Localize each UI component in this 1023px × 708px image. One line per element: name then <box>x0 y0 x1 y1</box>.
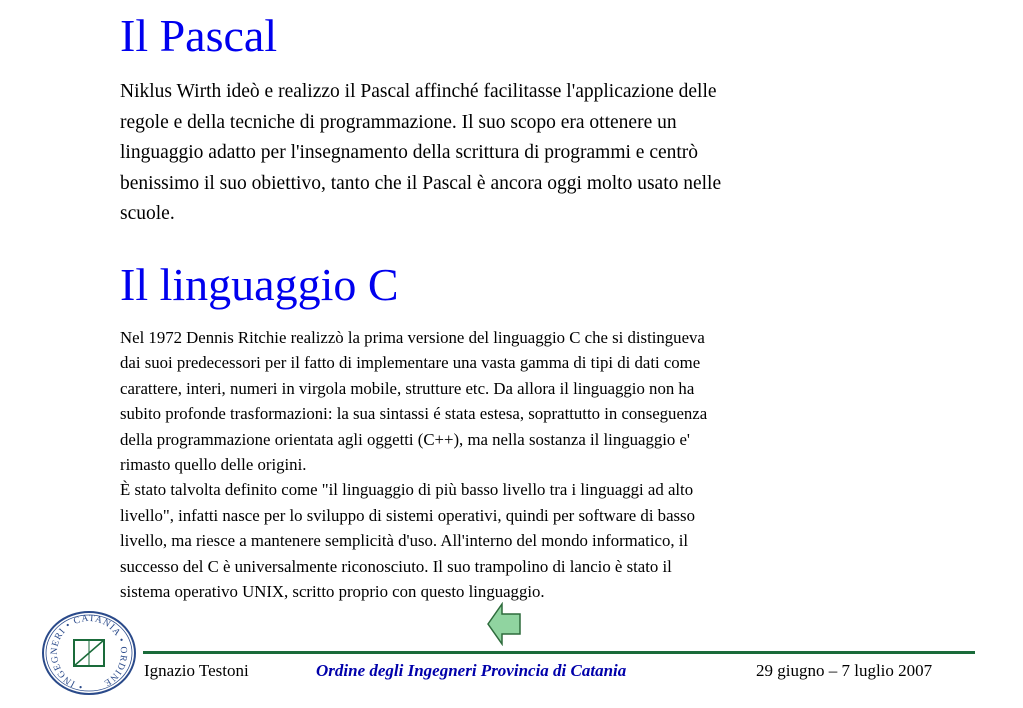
section-title-c: Il linguaggio C <box>120 259 399 310</box>
paragraph-line: della programmazione orientata agli oggetti (C++), ma nella sostanza il linguaggio e' <box>120 429 690 449</box>
ordine-ingegneri-logo <box>40 610 138 696</box>
paragraph-line: regole e della tecniche di programmazione. Il suo scopo era ottenere un <box>120 111 677 133</box>
footer-organization: Ordine degli Ingegneri Provincia di Catania <box>316 661 627 680</box>
left-arrow-icon <box>486 602 522 646</box>
paragraph-line: dai suoi predecessori per il fatto di implementare una vasta gamma di tipi di dati come <box>120 353 701 373</box>
back-button[interactable] <box>486 602 522 646</box>
paragraph-line: livello, ma riesce a mantenere semplicità d'uso. All'interno del mondo informatico, il <box>120 531 689 551</box>
footer-divider <box>143 651 975 654</box>
ordine-ingegneri-seal-icon <box>40 610 138 696</box>
paragraph-line: rimasto quello delle origini. <box>120 455 307 475</box>
paragraph-line: subito profonde trasformazioni: la sua sintassi é stata estesa, soprattutto in conseguenza <box>120 404 708 424</box>
paragraph-line: scuole. <box>120 203 175 224</box>
svg-text:• INGEGNERI • CATANIA • ORDINE: • INGEGNERI • CATANIA • ORDINE <box>49 613 129 692</box>
paragraph-line: linguaggio adatto per l'insegnamento della scrittura di programmi e centrò <box>120 142 699 163</box>
c-paragraph <box>120 325 707 604</box>
footer-date: 29 giugno – 7 luglio 2007 <box>756 661 933 680</box>
paragraph-line: È stato talvolta definito come "il linguaggio di più basso livello tra i linguaggi ad alto <box>120 480 694 500</box>
paragraph-line: successo del C è universalmente riconosciuto. Il suo trampolino di lancio è stato il <box>120 556 672 576</box>
paragraph-line: Nel 1972 Dennis Ritchie realizzò la prima versione del linguaggio C che si distingueva <box>120 328 705 347</box>
pascal-paragraph <box>120 77 721 230</box>
section-title-pascal: Il Pascal <box>120 10 278 61</box>
paragraph-line: carattere, interi, numeri in virgola mobile, strutture etc. Da allora il linguaggio non ha <box>120 378 695 398</box>
paragraph-line: benissimo il suo obiettivo, tanto che il Pascal è ancora oggi molto usato nelle <box>120 172 722 194</box>
footer-author: Ignazio Testoni <box>144 661 249 680</box>
paragraph-line: livello", infatti nasce per lo sviluppo di sistemi operativi, quindi per software di basso <box>120 505 695 525</box>
paragraph-line: sistema operativo UNIX, scritto proprio con questo linguaggio. <box>120 582 545 602</box>
paragraph-line: Niklus Wirth ideò e realizzo il Pascal affinché facilitasse l'applicazione delle <box>120 81 717 102</box>
